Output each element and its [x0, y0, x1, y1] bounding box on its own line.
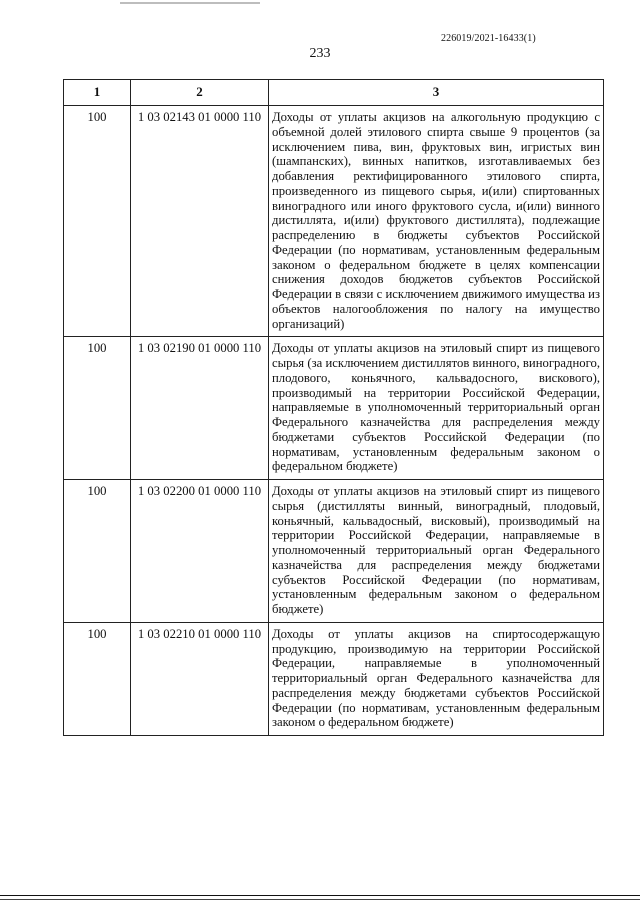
- row-admin-code: 100: [64, 337, 131, 480]
- row-budget-code: 1 03 02200 01 0000 110: [131, 480, 269, 623]
- row-budget-code: 1 03 02190 01 0000 110: [131, 337, 269, 480]
- table-row: [64, 106, 604, 337]
- scan-bottom-edge-2: [0, 899, 640, 900]
- row-description: Доходы от уплаты акцизов на этиловый спирт из пищевого сырья (за исключением дистиллятов винного, виноградного, плодового, коньячного, кальвадосного, вискового), производимый на территории Российской Федерации, направляемые в уполномоченный территориальный орган Федерального казначейства для распределения между бюджетами субъектов Российской Федерации (по нормативам, установленным федеральным законом о федеральном бюджете): [269, 337, 604, 480]
- scan-bottom-edge: [0, 895, 640, 896]
- row-description: Доходы от уплаты акцизов на алкогольную продукцию с объемной долей этилового спирта свыше 9 процентов (за исключением пива, вин, фруктовых вин, игристых вин (шампанских), винных напитков, изготавливаемых без добавления ректифицированного этилового спирта, произведенного из пищевого сырья, и(или) спиртованных виноградного или иного фруктового сусла, и(или) винного дистиллята, и(или) фруктового дистиллята), подлежащие распределению в бюджеты субъектов Российской Федерации (по нормативам, установленным федеральным законом о федеральном бюджете в целях компенсации снижения доходов бюджетов субъектов Российской Федерации в связи с исключением движимого имущества из объектов налогообложения по налогу на имущество организаций): [269, 106, 604, 337]
- table-row: [64, 480, 604, 623]
- column-header-3: 3: [269, 80, 604, 106]
- document-id: 226019/2021-16433(1): [441, 33, 536, 44]
- page-number: 233: [309, 46, 331, 61]
- row-description: Доходы от уплаты акцизов на этиловый спирт из пищевого сырья (дистилляты винный, виноградный, плодовый, коньячный, кальвадосный, висковый), производимый на территории Российской Федерации, направляемые в уполномоченный территориальный орган Федерального казначейства для распределения между бюджетами субъектов Российской Федерации (по нормативам, установленным федеральным законом о федеральном бюджете): [269, 480, 604, 623]
- row-budget-code: 1 03 02210 01 0000 110: [131, 622, 269, 735]
- table-row: [64, 337, 604, 480]
- column-header-1: 1: [64, 80, 131, 106]
- revenue-codes-table: [63, 79, 604, 736]
- row-description: Доходы от уплаты акцизов на спиртосодержащую продукцию, производимую на территории Российской Федерации, направляемые в уполномоченный территориальный орган Федерального казначейства для распределения между бюджетами субъектов Российской Федерации (по нормативам, установленным федеральным законом о федеральном бюджете): [269, 622, 604, 735]
- scan-artifact: [120, 2, 260, 4]
- row-admin-code: 100: [64, 622, 131, 735]
- column-header-2: 2: [131, 80, 269, 106]
- row-budget-code: 1 03 02143 01 0000 110: [131, 106, 269, 337]
- table-header-row: [64, 80, 604, 106]
- table-row: [64, 622, 604, 735]
- row-admin-code: 100: [64, 480, 131, 623]
- row-admin-code: 100: [64, 106, 131, 337]
